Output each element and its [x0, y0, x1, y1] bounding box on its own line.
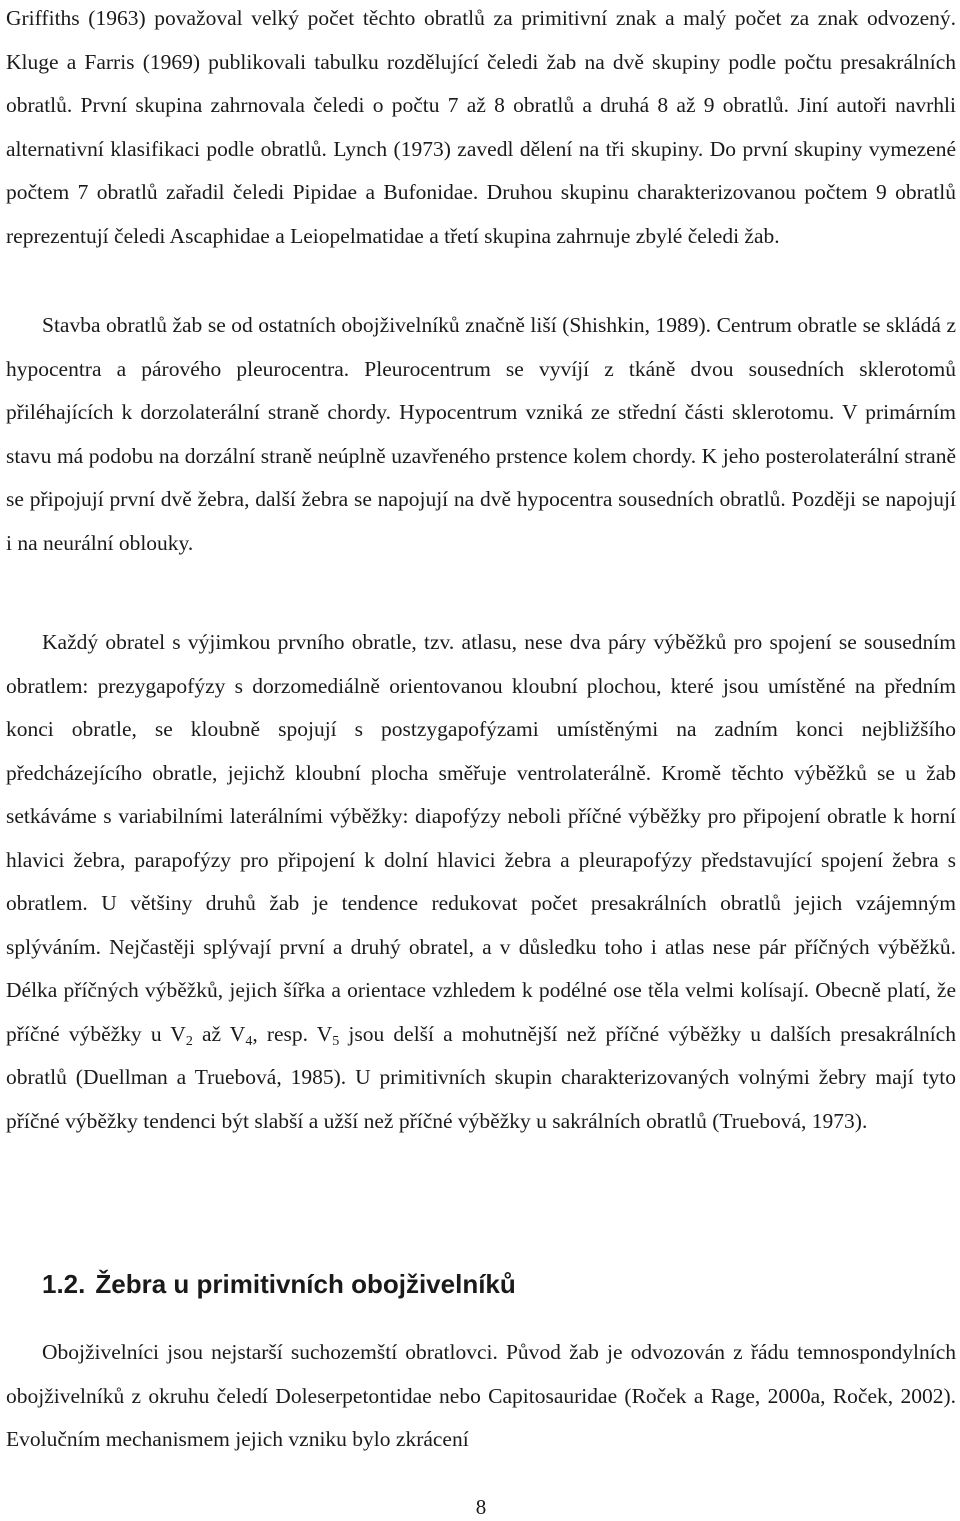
- paragraph-text: Každý obratel s výjimkou prvního obratle, tzv. atlasu, nese dva páry výběžků pro spojení se sousedním obratlem: prezygapofýzy s dorzomediálně orientovanou kloubní plochou, které jsou umístěné na předním konci obratle, se kloubně spojují s postzygapofýzami umístěnými na zadním konci nejbližšího předcházejícího obratle, jejichž kloubní plocha směřuje ventrolaterálně. Kromě těchto výběžků se u žab setkáváme s variabilními laterálními výběžky: diapofýzy neboli příčné výběžky pro připojení obratle k horní hlavici žebra, parapofýzy pro připojení k dolní hlavici žebra a pleurapofýzy představující spojení žebra s obratlem. U většiny druhů žab je tendence redukovat počet presakrálních obratlů jejich vzájemným splýváním. Nejčastěji splývají první a druhý obratel, a v důsledku toho i atlas nese pár příčných výběžků. Délka příčných výběžků, jejich šířka a orientace vzhledem k podélné ose těla velmi kolísají. Obecně platí, že příčné výběžky u V: [6, 630, 956, 1046]
- paragraph-vertebra-structure: Stavba obratlů žab se od ostatních obojživelníků značně liší (Shishkin, 1989). Centrum obratle se skládá z hypocentra a párového pleurocentra. Pleurocentrum se vyvíjí z tkáně dvou sousedních sklerotomů přiléhajících k dorzolaterální straně chordy. Hypocentrum vzniká ze střední části sklerotomu. V primárním stavu má podobu na dorzální straně neúplně uzavřeného prstence kolem chordy. K jeho posterolaterální straně se připojují první dvě žebra, další žebra se napojují na dvě hypocentra sousedních obratlů. Později se napojují i na neurální oblouky.: [6, 313, 956, 555]
- paragraph-vertebra-processes: [6, 621, 956, 1143]
- page-number: 8: [475, 1495, 487, 1519]
- paragraph-amphibian-origin: Obojživelníci jsou nejstarší suchozemští obratlovci. Původ žab je odvozován z řádu temnospondylních obojživelníků z okruhu čeledí Doleserpetontidae nebo Capitosauridae (Roček a Rage, 2000a, Roček, 2002). Evolučním mechanismem jejich vzniku bylo zkrácení: [6, 1340, 956, 1451]
- document-page: [6, 0, 956, 1521]
- paragraph-text: , resp. V: [252, 1021, 333, 1046]
- section-number: 1.2.: [42, 1269, 86, 1299]
- subscript: 4: [245, 1033, 253, 1049]
- paragraph-vertebra-count-classification: Griffiths (1963) považoval velký počet těchto obratlů za primitivní znak a malý počet za znak odvozený. Kluge a Farris (1969) publikovali tabulku rozdělující čeledi žab na dvě skupiny podle počtu presakrálních obratlů. První skupina zahrnovala čeledi o počtu 7 až 8 obratlů a druhá 8 až 9 obratlů. Jiní autoři navrhli alternativní klasifikaci podle obratlů. Lynch (1973) zavedl dělení na tři skupiny. Do první skupiny vymezené počtem 7 obratlů zařadil čeledi Pipidae a Bufonidae. Druhou skupinu charakterizovanou počtem 9 obratlů reprezentují čeledi Ascaphidae a Leiopelmatidae a třetí skupina zahrnuje zbylé čeledi žab.: [6, 6, 956, 248]
- subscript: 2: [185, 1033, 193, 1049]
- section-title: Žebra u primitivních obojživelníků: [95, 1269, 516, 1299]
- subscript: 5: [332, 1033, 340, 1049]
- section-heading: [42, 1266, 516, 1302]
- paragraph-text: jsou delší a mohutnější než příčné výběžky u dalších presakrálních obratlů (Duellman a Truebová, 1985). U primitivních skupin charakterizovaných volnými žebry mají tyto příčné výběžky tendenci být slabší a užší než příčné výběžky u sakrálních obratlů (Truebová, 1973).: [6, 1021, 956, 1133]
- paragraph-text: až V: [192, 1021, 246, 1046]
